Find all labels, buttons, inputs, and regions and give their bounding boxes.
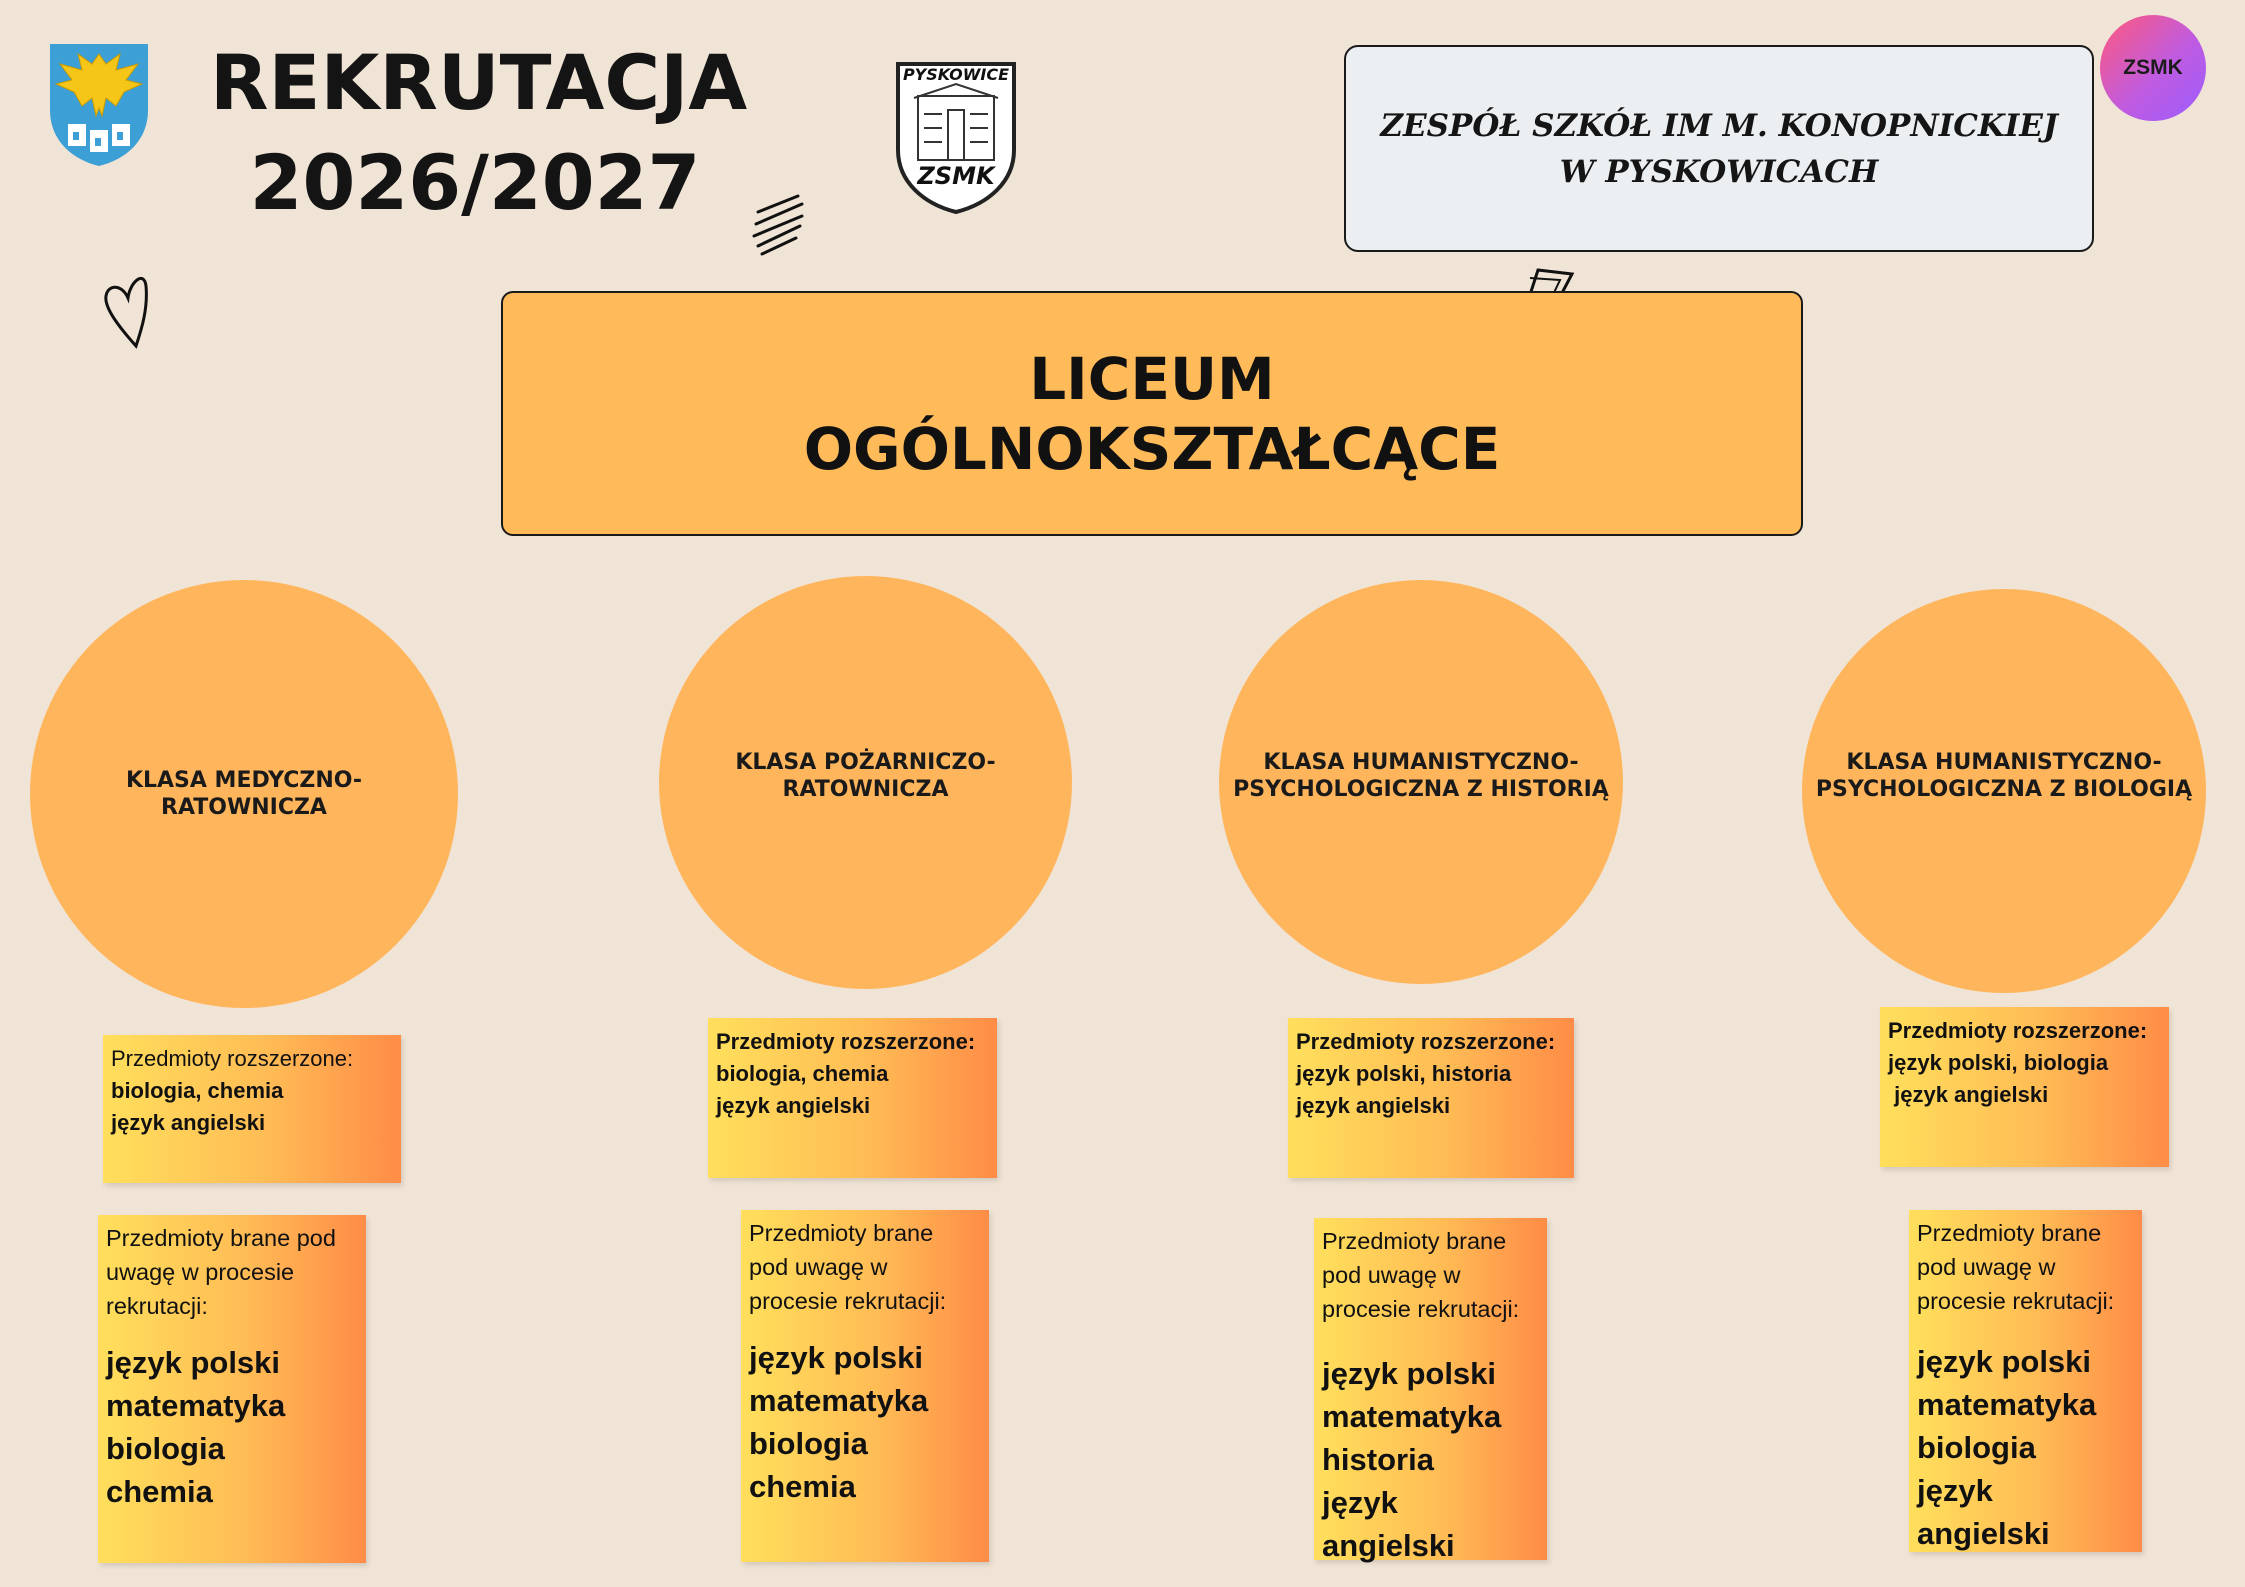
school-emblem-icon xyxy=(892,58,1020,216)
recruitment-subjects-list: język polski matematyka biologia chemia xyxy=(106,1345,286,1509)
extended-subjects-note-medical xyxy=(103,1035,401,1183)
school-type-box: LICEUM OGÓLNOKSZTAŁCĄCE xyxy=(501,291,1803,536)
recruitment-subjects-list: język polski matematyka biologia język angielski xyxy=(1917,1344,2097,1551)
extended-subjects-line-1: język polski, historia xyxy=(1296,1061,1512,1086)
class-circle-humanistic-history-label: KLASA HUMANISTYCZNO- PSYCHOLOGICZNA Z HISTORIĄ xyxy=(1233,750,1609,802)
extended-subjects-label: Przedmioty rozszerzone: xyxy=(1296,1029,1556,1054)
recruitment-subjects-label: Przedmioty brane pod uwagę w procesie rekrutacji: xyxy=(1917,1220,2115,1314)
class-circle-humanistic-biology xyxy=(1802,589,2206,993)
extended-subjects-line-2: język angielski xyxy=(1888,1082,2049,1107)
recruitment-subjects-label: Przedmioty brane pod uwagę w procesie rekrutacji: xyxy=(106,1225,336,1319)
emblem-bottom-text: ZSMK xyxy=(917,162,995,190)
class-circle-humanistic-history xyxy=(1219,580,1623,984)
class-circle-medical: KLASA MEDYCZNO- RATOWNICZA xyxy=(30,580,458,1008)
city-coat-of-arms-icon xyxy=(46,40,152,168)
extended-subjects-note-humanistic-biology xyxy=(1880,1007,2169,1167)
class-circle-fire xyxy=(659,576,1072,989)
class-circle-humanistic-biology-label: KLASA HUMANISTYCZNO- PSYCHOLOGICZNA Z BIOLOGIĄ xyxy=(1815,750,2193,802)
page-title: REKRUTACJA 2026/2027 xyxy=(210,38,748,227)
zsmk-badge: ZSMK xyxy=(2100,15,2206,121)
extended-subjects-label: Przedmioty rozszerzone: xyxy=(716,1029,976,1054)
extended-subjects-label: Przedmioty rozszerzone: xyxy=(1888,1018,2148,1043)
extended-subjects-note-fire xyxy=(708,1018,997,1178)
school-name-box: ZESPÓŁ SZKÓŁ IM M. KONOPNICKIEJ W PYSKOWICACH xyxy=(1344,45,2094,252)
recruitment-subjects-list: język polski matematyka biologia chemia xyxy=(749,1340,929,1504)
emblem-top-text: PYSKOWICE xyxy=(902,65,1010,84)
scribble-icon xyxy=(752,192,806,258)
extended-subjects-line-2: język angielski xyxy=(111,1110,266,1135)
recruitment-subjects-note-fire xyxy=(741,1210,989,1562)
recruitment-subjects-note-humanistic-history xyxy=(1314,1218,1547,1563)
recruitment-subjects-note-medical xyxy=(98,1215,366,1563)
heart-icon xyxy=(100,268,152,352)
recruitment-subjects-label: Przedmioty brane pod uwagę w procesie rekrutacji: xyxy=(1322,1228,1520,1322)
recruitment-subjects-label: Przedmioty brane pod uwagę w procesie rekrutacji: xyxy=(749,1220,947,1314)
recruitment-subjects-list: język polski matematyka historia język angielski xyxy=(1322,1356,1502,1563)
extended-subjects-note-humanistic-history xyxy=(1288,1018,1574,1178)
class-circle-fire-label: KLASA POŻARNICZO- RATOWNICZA xyxy=(735,750,996,802)
extended-subjects-line-1: biologia, chemia xyxy=(716,1061,889,1086)
extended-subjects-line-1: biologia, chemia xyxy=(111,1078,284,1103)
extended-subjects-line-2: język angielski xyxy=(1296,1093,1451,1118)
extended-subjects-line-2: język angielski xyxy=(716,1093,871,1118)
extended-subjects-line-1: język polski, biologia xyxy=(1888,1050,2109,1075)
extended-subjects-label: Przedmioty rozszerzone: xyxy=(111,1046,354,1071)
recruitment-subjects-note-humanistic-biology xyxy=(1909,1210,2142,1552)
